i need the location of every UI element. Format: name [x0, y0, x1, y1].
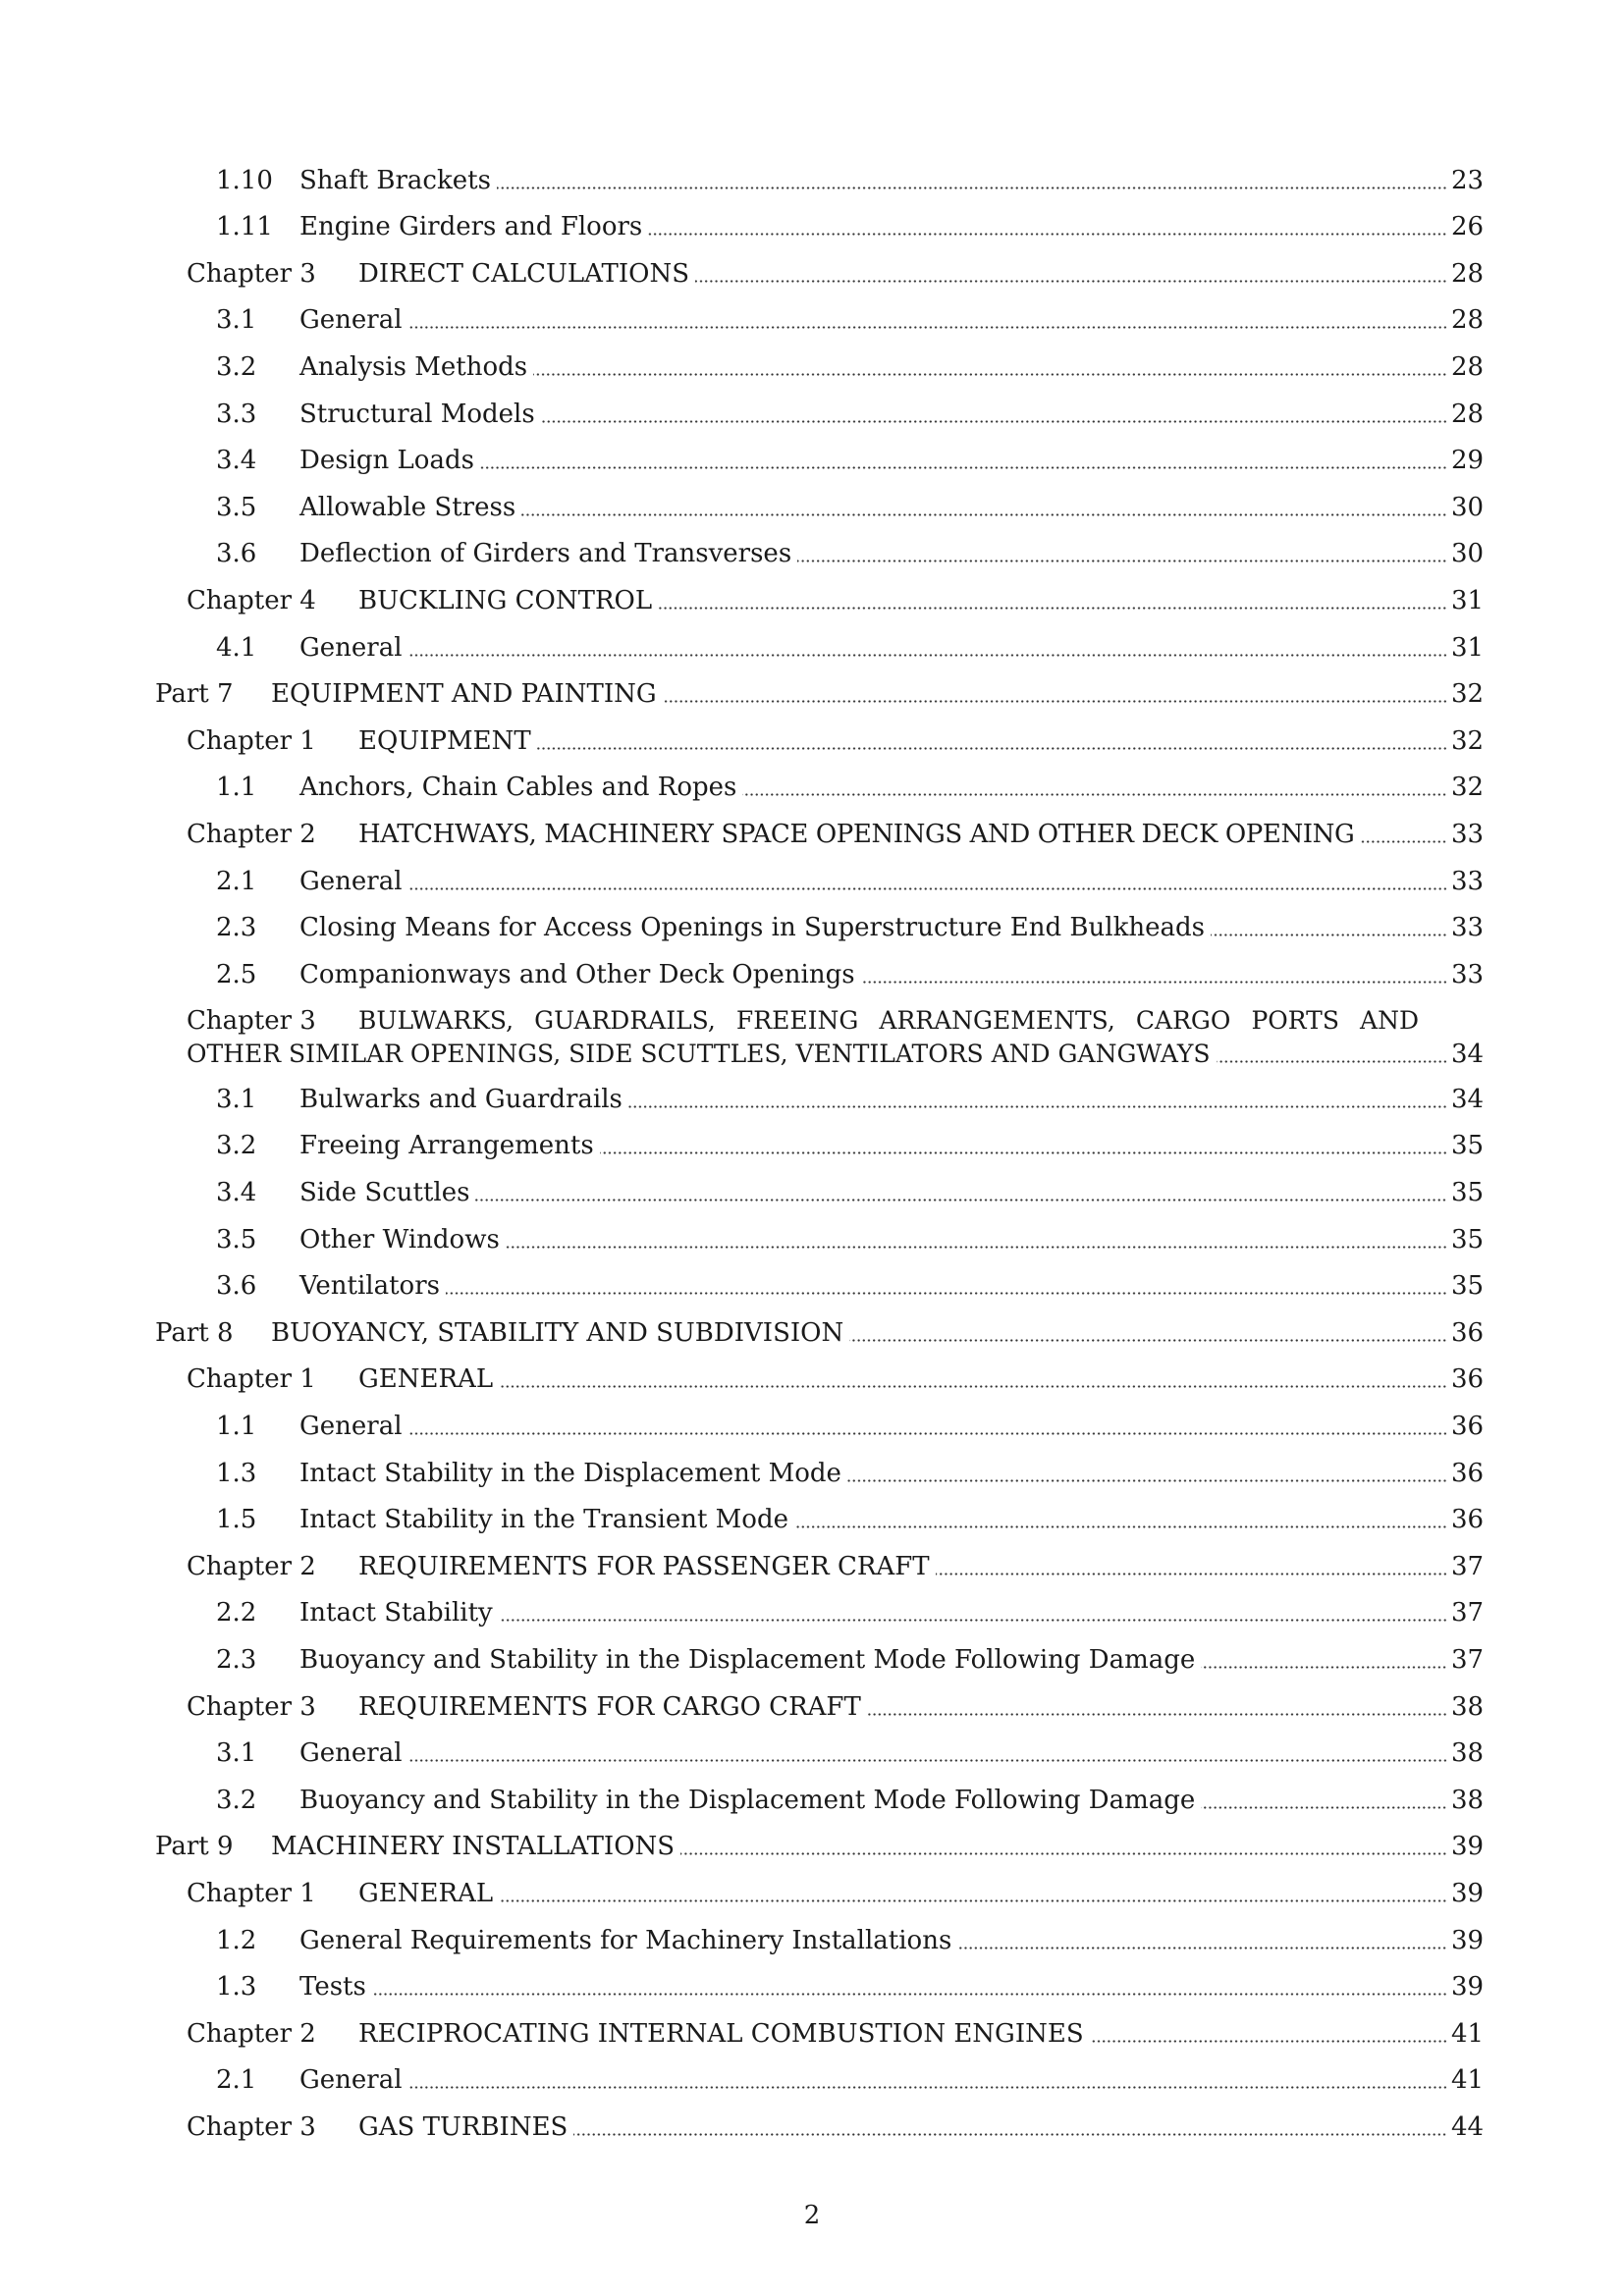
entry-title: Intact Stability in the Displacement Mode: [299, 1458, 841, 1488]
entry-page: 39: [1451, 1832, 1485, 1862]
toc-section-entry[interactable]: [0, 2056, 1624, 2103]
entry-number: 2.5: [216, 959, 257, 989]
entry-number: 1.2: [216, 1925, 257, 1955]
toc-chapter-entry[interactable]: [0, 1868, 1624, 1915]
dot-leader: [475, 1199, 1447, 1201]
toc-section-entry[interactable]: [0, 1962, 1624, 2009]
toc-chapter-entry[interactable]: [0, 1541, 1624, 1588]
entry-page: 29: [1451, 446, 1485, 476]
entry-page: 33: [1451, 819, 1485, 849]
dot-leader: [408, 1432, 1447, 1435]
toc-section-entry[interactable]: [0, 529, 1624, 576]
entry-page: 35: [1451, 1224, 1485, 1255]
entry-title: EQUIPMENT: [358, 725, 531, 756]
entry-page: 31: [1451, 585, 1485, 615]
entry-number: 3.2: [216, 1785, 257, 1815]
entry-number: 3.4: [216, 446, 257, 476]
entry-page: 36: [1451, 1458, 1485, 1488]
entry-number: 1.3: [216, 1972, 257, 2002]
entry-page: 33: [1451, 959, 1485, 989]
dot-leader: [533, 373, 1447, 376]
entry-title: REQUIREMENTS FOR PASSENGER CRAFT: [358, 1551, 930, 1581]
toc-section-entry[interactable]: [0, 949, 1624, 996]
entry-title: General: [299, 1412, 403, 1442]
toc-chapter-entry[interactable]: [0, 996, 1624, 1075]
dot-leader: [506, 1246, 1447, 1249]
dot-leader: [867, 1713, 1447, 1716]
entry-number: 2.1: [216, 866, 257, 896]
entry-number: Part 9: [155, 1832, 234, 1862]
entry-number: 3.6: [216, 539, 257, 569]
entry-number: 3.1: [216, 1738, 257, 1769]
toc-section-entry[interactable]: [0, 856, 1624, 903]
dot-leader: [847, 1479, 1447, 1482]
entry-title-line1: BULWARKS, GUARDRAILS, FREEING ARRANGEMENTS, CARGO PORTS AND: [358, 1005, 1419, 1035]
entry-title: Companionways and Other Deck Openings: [299, 959, 855, 989]
entry-number: 3.5: [216, 1224, 257, 1255]
entry-number: Chapter 1: [187, 1364, 316, 1395]
entry-number: 3.3: [216, 399, 257, 429]
entry-title: RECIPROCATING INTERNAL COMBUSTION ENGINES: [358, 2018, 1084, 2049]
dot-leader: [521, 513, 1447, 516]
entry-title: Bulwarks and Guardrails: [299, 1084, 623, 1114]
dot-leader: [1201, 1806, 1447, 1809]
dot-leader: [600, 1151, 1447, 1154]
toc-chapter-entry[interactable]: [0, 809, 1624, 856]
entry-number: 2.2: [216, 1598, 257, 1629]
toc-section-entry[interactable]: [0, 1121, 1624, 1168]
entry-page: 35: [1451, 1178, 1485, 1208]
entry-title: General: [299, 1738, 403, 1769]
entry-number: 3.2: [216, 1131, 257, 1161]
entry-page: 44: [1451, 2111, 1485, 2142]
entry-page: 35: [1451, 1131, 1485, 1161]
toc-chapter-entry[interactable]: [0, 248, 1624, 295]
entry-page: 36: [1451, 1317, 1485, 1348]
entry-number: 3.1: [216, 1084, 257, 1114]
dot-leader: [408, 1759, 1447, 1762]
dot-leader: [408, 326, 1447, 329]
entry-title: Intact Stability in the Transient Mode: [299, 1505, 788, 1535]
dot-leader: [695, 280, 1447, 283]
entry-page: 28: [1451, 351, 1485, 382]
entry-title: BUOYANCY, STABILITY AND SUBDIVISION: [271, 1317, 844, 1348]
entry-page: 39: [1451, 1878, 1485, 1908]
entry-page: 32: [1451, 679, 1485, 710]
toc-part-entry[interactable]: [0, 1308, 1624, 1355]
dot-leader: [658, 607, 1447, 610]
toc-part-entry[interactable]: [0, 1822, 1624, 1869]
entry-title: Side Scuttles: [299, 1178, 470, 1208]
entry-number: 4.1: [216, 632, 257, 663]
dot-leader: [497, 187, 1447, 189]
entry-title: MACHINERY INSTALLATIONS: [271, 1832, 676, 1862]
dot-leader: [541, 420, 1447, 423]
entry-number: 3.1: [216, 305, 257, 336]
toc-chapter-entry[interactable]: [0, 716, 1624, 763]
entry-title: Deflection of Girders and Transverses: [299, 539, 792, 569]
entry-title: General: [299, 2065, 403, 2096]
entry-page: 32: [1451, 725, 1485, 756]
dot-leader: [794, 1525, 1447, 1528]
entry-title: Ventilators: [299, 1271, 440, 1302]
entry-title: General: [299, 866, 403, 896]
dot-leader: [957, 1947, 1447, 1949]
entry-title: Allowable Stress: [299, 492, 516, 522]
toc-part-entry[interactable]: [0, 669, 1624, 717]
entry-title: Anchors, Chain Cables and Ropes: [299, 773, 737, 803]
dot-leader: [499, 1385, 1447, 1388]
entry-page: 38: [1451, 1785, 1485, 1815]
toc-section-entry[interactable]: [0, 1214, 1624, 1261]
dot-leader: [936, 1573, 1447, 1575]
toc-section-entry[interactable]: [0, 155, 1624, 202]
entry-page: 38: [1451, 1691, 1485, 1722]
toc-section-entry[interactable]: [0, 1588, 1624, 1635]
entry-title: DIRECT CALCULATIONS: [358, 258, 690, 289]
entry-number: Part 7: [155, 679, 234, 710]
entry-title: Freeing Arrangements: [299, 1131, 594, 1161]
entry-page: 28: [1451, 305, 1485, 336]
toc-chapter-entry[interactable]: [0, 2008, 1624, 2056]
dot-leader: [408, 2086, 1447, 2089]
entry-page: 36: [1451, 1412, 1485, 1442]
entry-number: 3.5: [216, 492, 257, 522]
toc-chapter-entry[interactable]: [0, 1355, 1624, 1402]
dot-leader: [680, 1852, 1447, 1855]
entry-number: 1.10: [216, 165, 273, 195]
toc-section-entry[interactable]: [0, 1401, 1624, 1448]
toc-section-entry[interactable]: [0, 389, 1624, 436]
entry-title: General Requirements for Machinery Installations: [299, 1925, 952, 1955]
toc-section-entry[interactable]: [0, 295, 1624, 343]
dot-leader: [372, 1993, 1447, 1996]
entry-title: REQUIREMENTS FOR CARGO CRAFT: [358, 1691, 861, 1722]
entry-title: GENERAL: [358, 1364, 494, 1395]
entry-number: 3.2: [216, 351, 257, 382]
toc-section-entry[interactable]: [0, 1074, 1624, 1121]
entry-page: 23: [1451, 165, 1485, 195]
entry-page: 35: [1451, 1271, 1485, 1302]
entry-title: Design Loads: [299, 446, 474, 476]
dot-leader: [446, 1292, 1447, 1295]
entry-title: GENERAL: [358, 1878, 494, 1908]
entry-number: 3.4: [216, 1178, 257, 1208]
dot-leader: [861, 981, 1447, 984]
entry-page: 38: [1451, 1738, 1485, 1769]
toc-section-entry[interactable]: [0, 622, 1624, 669]
entry-page: 37: [1451, 1598, 1485, 1629]
dot-leader: [628, 1105, 1447, 1108]
entry-number: Chapter 2: [187, 819, 316, 849]
entry-page: 39: [1451, 1972, 1485, 2002]
dot-leader: [537, 747, 1447, 750]
entry-number: 1.5: [216, 1505, 257, 1535]
toc-section-entry[interactable]: [0, 1261, 1624, 1308]
entry-page: 26: [1451, 212, 1485, 242]
toc-section-entry[interactable]: [0, 903, 1624, 950]
dot-leader: [573, 2133, 1447, 2136]
entry-title-line2: OTHER SIMILAR OPENINGS, SIDE SCUTTLES, VENTILATORS AND GANGWAYS: [187, 1039, 1211, 1068]
dot-leader: [408, 887, 1447, 890]
dot-leader: [797, 560, 1447, 562]
entry-page: 34: [1451, 1084, 1485, 1114]
dot-leader: [1201, 1666, 1447, 1669]
entry-page: 34: [1451, 1039, 1485, 1069]
toc-section-entry[interactable]: [0, 1729, 1624, 1776]
page-number: 2: [803, 2201, 821, 2230]
entry-number: Chapter 1: [187, 725, 316, 756]
entry-title: Shaft Brackets: [299, 165, 491, 195]
dot-leader: [1217, 1060, 1447, 1063]
entry-page: 30: [1451, 539, 1485, 569]
entry-page: 31: [1451, 632, 1485, 663]
entry-title: Buoyancy and Stability in the Displacement Mode Following Damage: [299, 1785, 1196, 1815]
entry-number: 2.3: [216, 913, 257, 943]
entry-number: Chapter 3: [187, 1005, 316, 1036]
entry-number: 2.3: [216, 1645, 257, 1675]
entry-number: 1.1: [216, 1412, 257, 1442]
entry-number: Chapter 3: [187, 258, 316, 289]
entry-title: General: [299, 305, 403, 336]
entry-page: 33: [1451, 913, 1485, 943]
entry-number: 3.6: [216, 1271, 257, 1302]
dot-leader: [648, 233, 1447, 236]
entry-number: 2.1: [216, 2065, 257, 2096]
entry-number: Chapter 3: [187, 2111, 316, 2142]
entry-title: Intact Stability: [299, 1598, 493, 1629]
dot-leader: [480, 466, 1447, 469]
entry-number: 1.3: [216, 1458, 257, 1488]
entry-title: Structural Models: [299, 399, 535, 429]
entry-number: Chapter 2: [187, 2018, 316, 2049]
toc-section-entry[interactable]: [0, 1915, 1624, 1962]
entry-number: Chapter 2: [187, 1551, 316, 1581]
entry-number: 1.11: [216, 212, 273, 242]
toc-section-entry[interactable]: [0, 342, 1624, 389]
toc-chapter-entry[interactable]: [0, 575, 1624, 622]
entry-title: Buoyancy and Stability in the Displacement Mode Following Damage: [299, 1645, 1196, 1675]
entry-title: BUCKLING CONTROL: [358, 585, 653, 615]
toc-section-entry[interactable]: [0, 436, 1624, 483]
entry-number: Part 8: [155, 1317, 234, 1348]
toc-section-entry[interactable]: [0, 1634, 1624, 1682]
entry-page: 28: [1451, 258, 1485, 289]
toc-section-entry[interactable]: [0, 763, 1624, 810]
toc-section-entry[interactable]: [0, 1495, 1624, 1542]
entry-page: 36: [1451, 1505, 1485, 1535]
entry-page: 37: [1451, 1551, 1485, 1581]
table-of-contents: [0, 155, 1624, 2149]
entry-number: Chapter 1: [187, 1878, 316, 1908]
entry-number: Chapter 4: [187, 585, 316, 615]
entry-title: Analysis Methods: [299, 351, 528, 382]
dot-leader: [1360, 840, 1447, 843]
entry-title: HATCHWAYS, MACHINERY SPACE OPENINGS AND OTHER DECK OPENING: [358, 819, 1355, 849]
entry-number: Chapter 3: [187, 1691, 316, 1722]
dot-leader: [849, 1339, 1447, 1342]
toc-section-entry[interactable]: [0, 482, 1624, 529]
entry-page: 30: [1451, 492, 1485, 522]
dot-leader: [1090, 2040, 1447, 2043]
entry-page: 32: [1451, 773, 1485, 803]
entry-page: 33: [1451, 866, 1485, 896]
dot-leader: [499, 1899, 1447, 1902]
entry-number: 1.1: [216, 773, 257, 803]
entry-page: 41: [1451, 2065, 1485, 2096]
entry-title: Engine Girders and Floors: [299, 212, 643, 242]
dot-leader: [408, 654, 1447, 657]
entry-title: EQUIPMENT AND PAINTING: [271, 679, 657, 710]
entry-title: General: [299, 632, 403, 663]
dot-leader: [663, 700, 1447, 703]
toc-section-entry[interactable]: [0, 1775, 1624, 1822]
entry-page: 36: [1451, 1364, 1485, 1395]
entry-title: GAS TURBINES: [358, 2111, 568, 2142]
entry-page: 39: [1451, 1925, 1485, 1955]
toc-section-entry[interactable]: [0, 1167, 1624, 1214]
entry-page: 28: [1451, 399, 1485, 429]
entry-title: Other Windows: [299, 1224, 500, 1255]
toc-section-entry[interactable]: [0, 1448, 1624, 1495]
entry-title: Tests: [299, 1972, 366, 2002]
dot-leader: [742, 793, 1447, 796]
entry-page: 41: [1451, 2018, 1485, 2049]
dot-leader: [1211, 934, 1447, 936]
toc-chapter-entry[interactable]: [0, 2102, 1624, 2149]
toc-section-entry[interactable]: [0, 202, 1624, 249]
toc-chapter-entry[interactable]: [0, 1682, 1624, 1729]
entry-title: Closing Means for Access Openings in Superstructure End Bulkheads: [299, 913, 1205, 943]
dot-leader: [499, 1619, 1447, 1622]
entry-page: 37: [1451, 1645, 1485, 1675]
